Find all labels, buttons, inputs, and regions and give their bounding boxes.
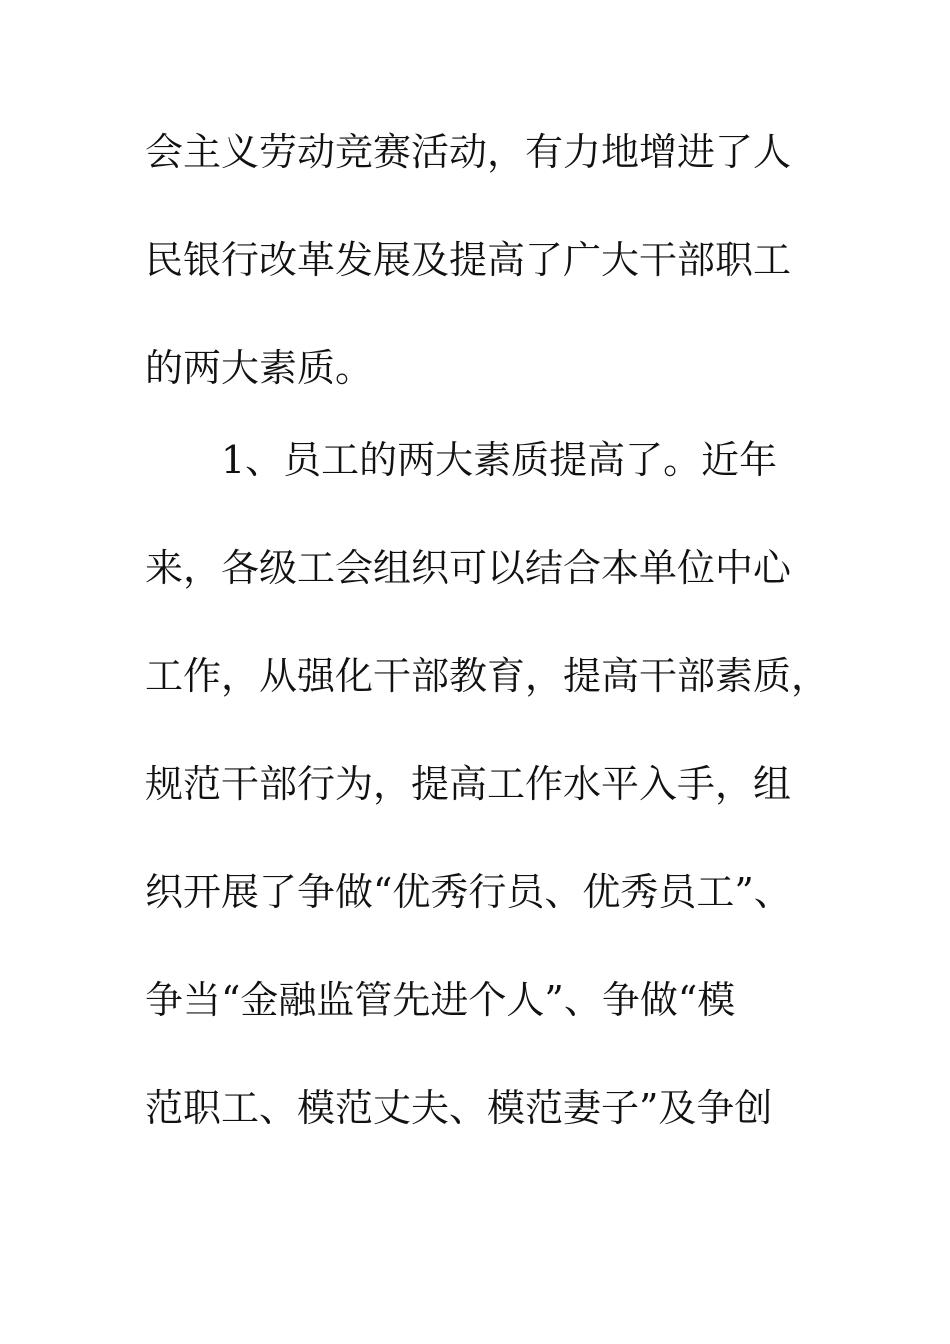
text-line: 规范干部行为，提高工作水平入手，组	[145, 762, 792, 806]
text-line: 来，各级工会组织可以结合本单位中心	[145, 546, 792, 590]
text-line: 织开展了争做“优秀行员、优秀员工”、	[145, 870, 792, 914]
text-line: 的两大素质。	[145, 346, 374, 390]
text-line: 1、员工的两大素质提高了。近年	[145, 438, 778, 482]
text-line: 会主义劳动竞赛活动，有力地增进了人	[145, 130, 792, 174]
text-line: 民银行改革发展及提高了广大干部职工	[145, 238, 792, 282]
text-line: 争当“金融监管先进个人”、争做“模	[145, 978, 736, 1022]
text-line: 范职工、模范丈夫、模范妻子”及争创	[145, 1086, 773, 1130]
text-line: 工作，从强化干部教育，提高干部素质，	[145, 654, 830, 698]
